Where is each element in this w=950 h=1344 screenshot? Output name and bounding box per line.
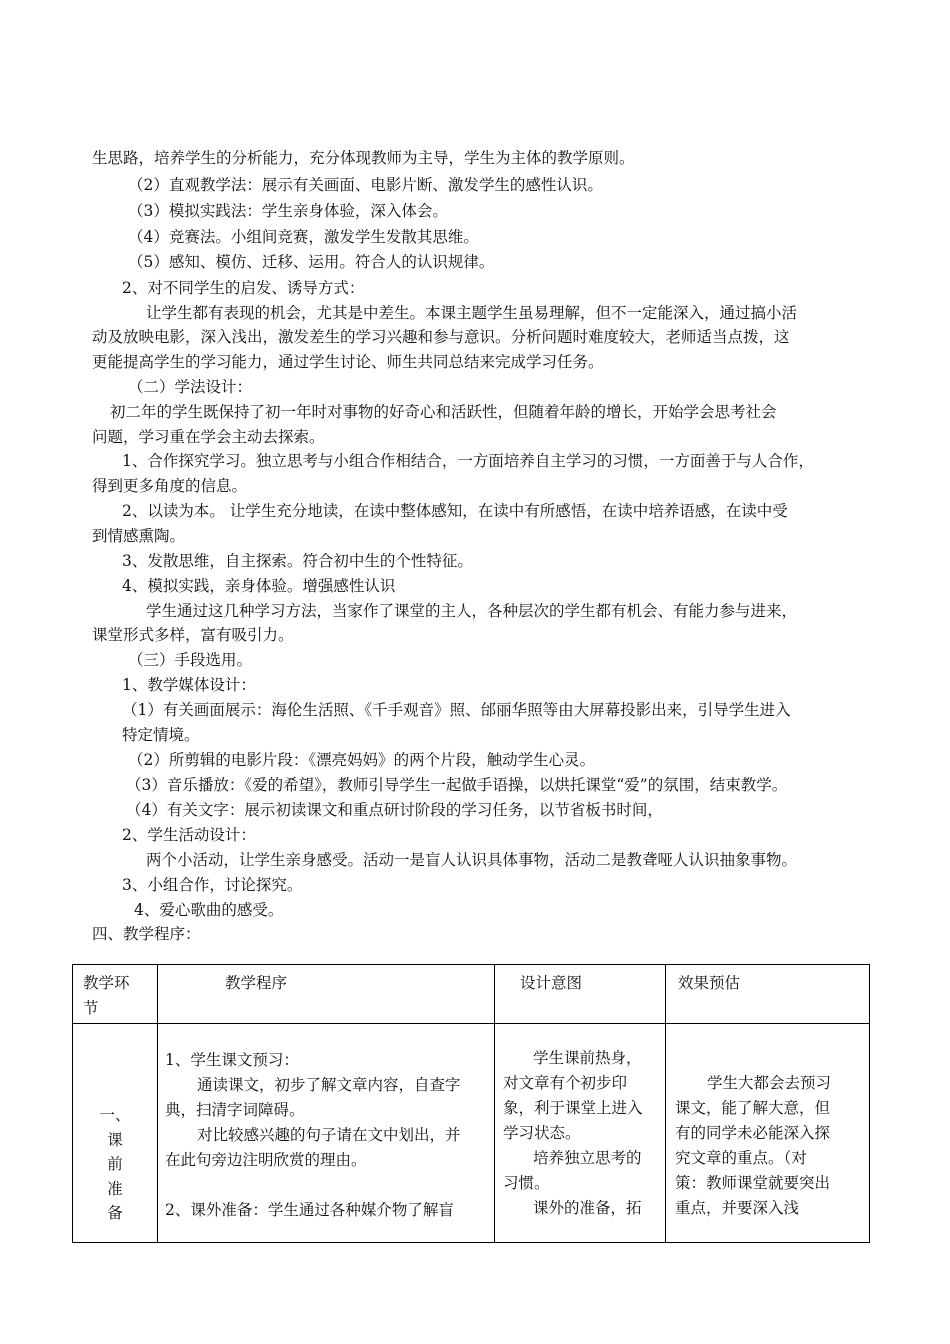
paragraph-line: 1、合作探究学习。独立思考与小组合作相结合，一方面培养自主学习的习惯，一方面善于与人合作，: [122, 452, 814, 470]
paragraph-line: 问题，学习重在学会主动去探索。: [92, 428, 325, 446]
paragraph-line: 1、教学媒体设计：: [122, 676, 256, 694]
header-procedure: 教学程序: [225, 974, 288, 992]
paragraph-line: （2）直观教学法：展示有关画面、电影片断、激发学生的感性认识。: [128, 176, 603, 194]
paragraph-line: （三）手段选用。: [128, 651, 253, 669]
procedure-line: 对比较感兴趣的句子请在文中划出，并: [197, 1126, 461, 1144]
header-stage-line2: 节: [83, 999, 99, 1017]
effect-line: 究文章的重点。（对: [675, 1149, 807, 1167]
effect-line: 课文，能了解大意，但: [675, 1099, 831, 1117]
intent-line: 学习状态。: [503, 1124, 581, 1142]
paragraph-line: 4、爱心歌曲的感受。: [134, 901, 284, 919]
stage-char: 前: [107, 1155, 123, 1173]
stage-char: 准: [107, 1180, 123, 1198]
paragraph-line: 初二年的学生既保持了初一年时对事物的好奇心和活跃性，但随着年龄的增长，开始学会思考社会: [110, 403, 777, 421]
header-effect: 效果预估: [678, 974, 741, 992]
paragraph-line: 得到更多角度的信息。: [92, 477, 248, 495]
effect-line: 学生大都会去预习: [707, 1074, 832, 1092]
paragraph-line: 更能提高学生的学习能力，通过学生讨论、师生共同总结来完成学习任务。: [92, 353, 604, 371]
paragraph-line: （二）学法设计：: [128, 378, 253, 396]
paragraph-line: 2、对不同学生的启发、诱导方式：: [122, 279, 365, 297]
intent-line: 学生课前热身，: [533, 1049, 642, 1067]
table-column-divider: [494, 965, 495, 1242]
paragraph-line: 2、以读为本。 让学生充分地读，在读中整体感知，在读中有所感悟，在读中培养语感，在读中受: [122, 502, 788, 520]
paragraph-line: 让学生都有表现的机会，尤其是中差生。本课主题学生虽易理解，但不一定能深入，通过搞小活: [146, 304, 798, 322]
procedure-line: 1、学生课文预习：: [165, 1051, 299, 1069]
effect-line: 有的同学未必能深入探: [675, 1124, 831, 1142]
paragraph-line: （5）感知、模仿、迁移、运用。符合人的认识规律。: [128, 253, 495, 271]
paragraph-line: （3）音乐播放：《爱的希望》，教师引导学生一起做手语操，以烘托课堂“爱”的氛围，结束教学。: [126, 776, 788, 794]
paragraph-line: 课堂形式多样，富有吸引力。: [92, 626, 294, 644]
paragraph-line: 2、学生活动设计：: [122, 826, 256, 844]
paragraph-line: （2）所剪辑的电影片段：《漂亮妈妈》的两个片段，触动学生心灵。: [128, 751, 596, 769]
intent-line: 象，利于课堂上进入: [503, 1099, 643, 1117]
table-column-divider: [665, 965, 666, 1242]
header-intent: 设计意图: [520, 974, 583, 992]
paragraph-line: （1）有关画面展示：海伦生活照、《千手观音》照、邰丽华照等由大屏幕投影出来，引导学生进入: [122, 701, 791, 719]
paragraph-line: 特定情境。: [122, 726, 200, 744]
procedure-line: 通读课文，初步了解文章内容，自查字: [197, 1076, 461, 1094]
paragraph-line: 3、小组合作，讨论探究。: [122, 876, 303, 894]
intent-line: 培养独立思考的: [533, 1149, 642, 1167]
paragraph-line: （4）竞赛法。小组间竞赛，激发学生发散其思维。: [128, 228, 479, 246]
paragraph-line: 生思路，培养学生的分析能力，充分体现教师为主导，学生为主体的教学原则。: [92, 149, 635, 167]
procedure-line: 典，扫清字词障碍。: [165, 1101, 305, 1119]
paragraph-line: （3）模拟实践法：学生亲身体验，深入体会。: [128, 202, 448, 220]
paragraph-line: 到情感熏陶。: [92, 527, 186, 545]
header-stage-line1: 教学环: [83, 974, 130, 992]
paragraph-line: 学生通过这几种学习方法，当家作了课堂的主人，各种层次的学生都有机会、有能力参与进来，: [146, 602, 798, 620]
table-column-divider: [157, 965, 158, 1242]
paragraph-line: 动及放映电影，深入浅出，激发差生的学习兴趣和参与意识。分析问题时难度较大，老师适当点拨，这: [92, 328, 790, 346]
paragraph-line: 3、发散思维，自主探索。符合初中生的个性特征。: [122, 552, 473, 570]
intent-line: 对文章有个初步印: [503, 1074, 628, 1092]
paragraph-line: （4）有关文字：展示初读课文和重点研讨阶段的学习任务，以节省板书时间，: [126, 801, 663, 819]
stage-char: 一、: [99, 1106, 131, 1124]
teaching-procedure-table: [72, 964, 870, 1243]
effect-line: 策：教师课堂就要突出: [675, 1174, 831, 1192]
stage-char: 备: [107, 1204, 123, 1222]
effect-line: 重点，并要深入浅: [675, 1199, 800, 1217]
paragraph-line: 4、模拟实践，亲身体验。增强感性认识: [122, 577, 396, 595]
section-heading: 四、教学程序：: [92, 925, 201, 943]
table-row-divider: [73, 1023, 869, 1024]
intent-line: 习惯。: [503, 1174, 550, 1192]
paragraph-line: 两个小活动，让学生亲身感受。活动一是盲人认识具体事物，活动二是教聋哑人认识抽象事物。: [146, 851, 798, 869]
procedure-line: 在此句旁边注明欣赏的理由。: [165, 1151, 367, 1169]
procedure-line: 2、课外准备：学生通过各种媒介物了解盲: [165, 1201, 454, 1219]
stage-char: 课: [107, 1131, 123, 1149]
intent-line: 课外的准备，拓: [533, 1199, 642, 1217]
